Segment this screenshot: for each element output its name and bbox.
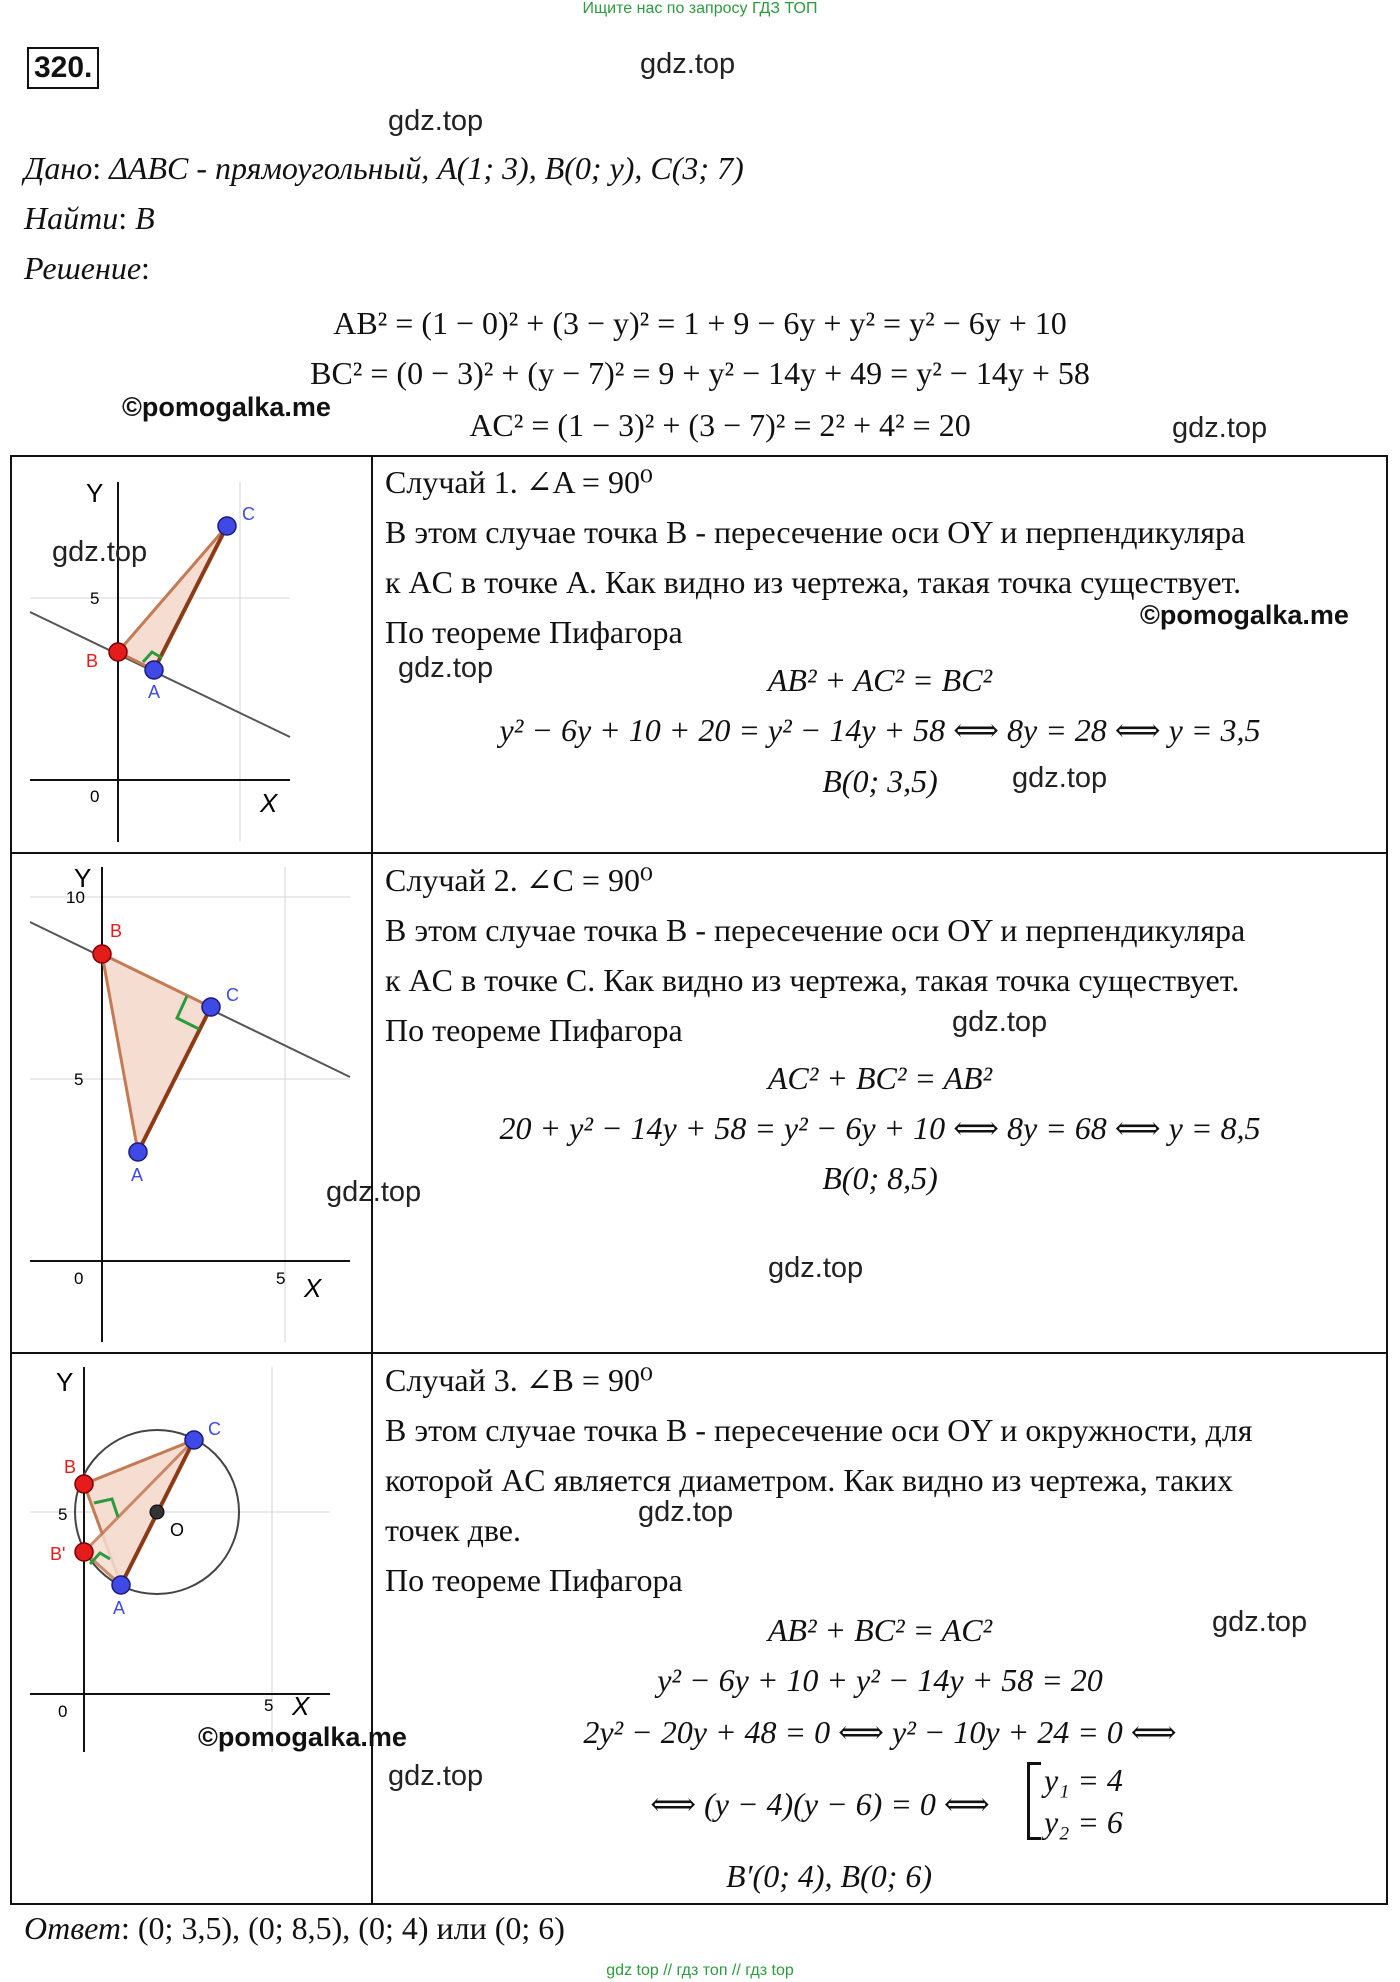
case3-label-o: O [170,1520,185,1540]
case2-line3: По теореме Пифагора [385,1012,683,1048]
solution-label: Решение [24,250,142,286]
case2-line2: к AC в точке C. Как видно из чертежа, такая точка существует. [385,962,1240,998]
case2-tick-y2: 10 [66,888,85,907]
case3-title: Случай 3. ∠B = 90⁰ [385,1362,653,1398]
table-divider [10,1352,1388,1354]
answer-label: Ответ [24,1910,121,1946]
watermark-gdz: gdz.top [398,652,494,684]
case1-eq2: y² − 6y + 10 + 20 = y² − 14y + 58 ⟺ 8y = 28 ⟺ y = 3,5 [499,712,1261,748]
case3-sys1: y₁ = 4 [1044,1762,1123,1798]
case1-result: B(0; 3,5) [822,763,938,799]
watermark-gdz: gdz.top [1172,412,1268,444]
case3-eq2: y² − 6y + 10 + y² − 14y + 58 = 20 [657,1662,1103,1698]
watermark-gdz: gdz.top [638,1496,734,1528]
case2-eq2: 20 + y² − 14y + 58 = y² − 6y + 10 ⟺ 8y = 68 ⟺ y = 8,5 [499,1110,1261,1146]
top-banner: Ищите нас по запросу ГДЗ ТОП [582,0,818,17]
answer-text: (0; 3,5), (0; 8,5), (0; 4) или (0; 6) [137,1910,565,1946]
case3-eq1: AB² + BC² = AC² [767,1612,993,1648]
case3-figure [20,1357,365,1757]
case2-label-c: C [226,985,239,1005]
case1-eq1: AB² + AC² = BC² [767,662,993,698]
system-bracket [1027,1762,1041,1840]
case1-line2: к AC в точке A. Как видно из чертежа, такая точка существует. [385,564,1242,600]
case1-figure [20,462,365,847]
case3-label-c: C [208,1419,221,1439]
case2-tick-y: 5 [74,1070,84,1089]
case1-label-a: A [148,682,161,702]
case1-title: Случай 1. ∠A = 90⁰ [385,464,653,500]
case2-eq1: AC² + BC² = AB² [767,1060,993,1096]
case3-line1: В этом случае точка B - пересечение оси OY и окружности, для [385,1412,1253,1448]
table-divider [10,852,1388,854]
case1-label-c: C [242,504,255,524]
case3-tick-y: 5 [58,1505,68,1524]
case2-axis-y: Y [74,863,92,893]
given-label: Дано [24,150,93,186]
case3-label-a: A [113,1598,126,1618]
watermark-gdz: gdz.top [952,1006,1048,1038]
watermark-gdz: gdz.top [1212,1606,1308,1638]
case3-line2: которой AC является диаметром. Как видно из чертежа, таких [385,1462,1234,1498]
case3-sys2: y₂ = 6 [1044,1804,1123,1840]
solution-eq3: AC² = (1 − 3)² + (3 − 7)² = 2² + 4² = 20 [469,407,971,443]
case1-line3: По теореме Пифагора [385,614,683,650]
case3-result: B′(0; 4), B(0; 6) [726,1858,933,1894]
solution-eq1: AB² = (1 − 0)² + (3 − y)² = 1 + 9 − 6y + y² = y² − 6y + 10 [333,305,1067,341]
watermark-pomogalka: ©pomogalka.me [198,1722,407,1752]
case3-line3: точек две. [385,1512,521,1548]
case1-axis-y: Y [86,478,104,508]
case2-tick-x: 5 [276,1269,286,1288]
watermark-gdz: gdz.top [52,536,148,568]
case2-line1: В этом случае точка B - пересечение оси OY и перпендикуляра [385,912,1246,948]
watermark-pomogalka: ©pomogalka.me [1140,600,1349,630]
watermark-gdz: gdz.top [1012,762,1108,794]
find-line: Найти: B [24,200,155,236]
case2-axis-x: X [304,1273,322,1303]
watermark-gdz: gdz.top [640,48,736,80]
solution-line: Решение: [24,250,150,286]
case3-label-b-prime: B' [50,1544,66,1564]
case1-line1: В этом случае точка B - пересечение оси OY и перпендикуляра [385,514,1246,550]
case3-eq3: 2y² − 20y + 48 = 0 ⟺ y² − 10y + 24 = 0 ⟺ [583,1714,1177,1750]
bottom-banner: gdz top // гдз топ // гдз top [606,1962,794,1979]
given-text: ΔABC - прямоугольный, A(1; 3), B(0; y), C(3; 7) [109,150,744,186]
watermark-gdz: gdz.top [326,1176,422,1208]
case1-axis-x: X [260,788,278,818]
watermark-gdz: gdz.top [768,1252,864,1284]
case3-axis-y: Y [56,1367,74,1397]
case3-line4: По теореме Пифагора [385,1562,683,1598]
case3-tick-x: 5 [264,1696,274,1715]
case1-tick-y: 5 [90,589,100,608]
watermark-gdz: gdz.top [388,105,484,137]
case3-origin: 0 [58,1702,68,1721]
watermark-pomogalka: ©pomogalka.me [122,392,331,422]
case3-axis-x: X [292,1691,310,1721]
case2-label-a: A [131,1165,144,1185]
find-label: Найти [24,200,119,236]
case3-label-b: B [64,1457,77,1477]
case3-eq4: ⟺ (y − 4)(y − 6) = 0 ⟺ [650,1786,990,1822]
solution-eq2: BC² = (0 − 3)² + (y − 7)² = 9 + y² − 14y + 49 = y² − 14y + 58 [310,355,1090,391]
given-line: Дано: ΔABC - прямоугольный, A(1; 3), B(0; y), C(3; 7) [24,150,744,186]
find-text: B [135,200,155,236]
case2-title: Случай 2. ∠C = 90⁰ [385,862,653,898]
case1-label-b: B [86,651,99,671]
problem-number: 320. [27,47,99,89]
case2-figure [20,857,365,1347]
watermark-gdz: gdz.top [388,1760,484,1792]
answer-line: Ответ: (0; 3,5), (0; 8,5), (0; 4) или (0; 6) [24,1910,565,1946]
case2-result: B(0; 8,5) [822,1160,938,1196]
case2-label-b: B [110,921,123,941]
case2-origin: 0 [74,1269,84,1288]
case1-origin: 0 [90,787,100,806]
